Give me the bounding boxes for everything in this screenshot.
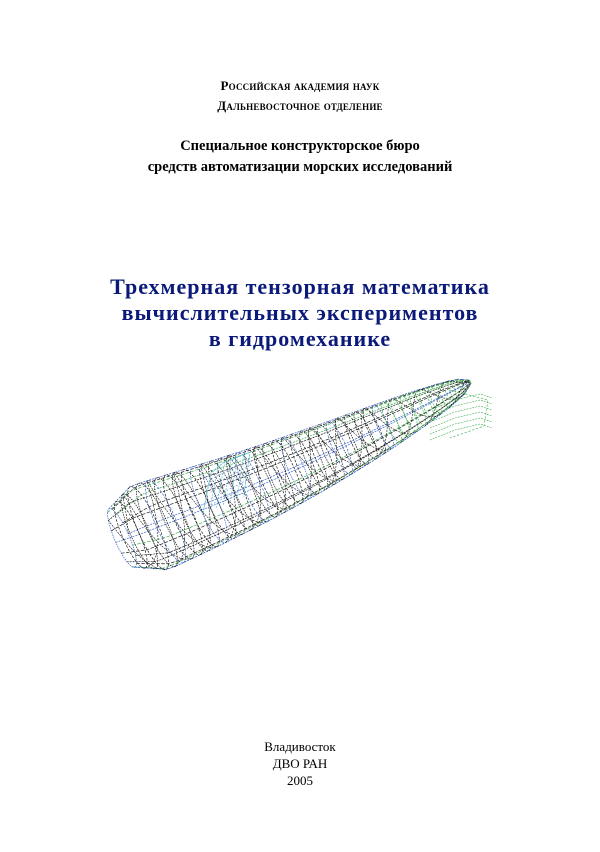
hull-mesh-line (132, 384, 471, 569)
hull-mesh-line (299, 431, 328, 489)
hull-mesh-line (154, 478, 194, 559)
imprint-publisher: ДВО РАН (272, 756, 328, 771)
book-title-line-2: вычислительных экспериментов (121, 300, 479, 325)
hull-mesh-line (137, 384, 471, 564)
hull-mesh-line (145, 480, 185, 563)
hull-mesh-line (450, 390, 488, 438)
book-title-line-1: Трехмерная тензорная математика (110, 274, 490, 299)
hull-mesh-line (127, 384, 470, 562)
hull-mesh-line (108, 380, 470, 513)
hull-mesh-line (112, 379, 469, 509)
hull-mesh-line (430, 424, 492, 440)
bureau-name (0, 136, 600, 178)
imprint-city: Владивосток (264, 739, 336, 754)
imprint-year: 2005 (287, 773, 313, 788)
ship-hull-wireframe-illustration (100, 360, 500, 600)
hull-mesh-line (116, 382, 470, 542)
book-title (0, 274, 600, 352)
hull-mesh-line (135, 384, 471, 570)
hull-mesh-line (382, 402, 402, 443)
hull-mesh-line (223, 458, 231, 505)
organization-header (0, 76, 600, 116)
bureau-line-2: средств автоматизации морских исследований (147, 159, 453, 175)
bureau-line-1: Специальное конструкторское бюро (180, 138, 420, 154)
hull-mesh-line (430, 418, 492, 434)
organization-branch: Дальневосточное отделение (217, 98, 383, 113)
hull-mesh-line (117, 381, 470, 515)
organization-academy: Российская академия наук (220, 78, 380, 93)
book-title-line-3: в гидромеханике (208, 326, 392, 351)
hull-mesh-line (236, 452, 270, 521)
hull-mesh-line (135, 384, 471, 570)
hull-mesh-line (245, 449, 278, 517)
imprint (0, 738, 600, 789)
